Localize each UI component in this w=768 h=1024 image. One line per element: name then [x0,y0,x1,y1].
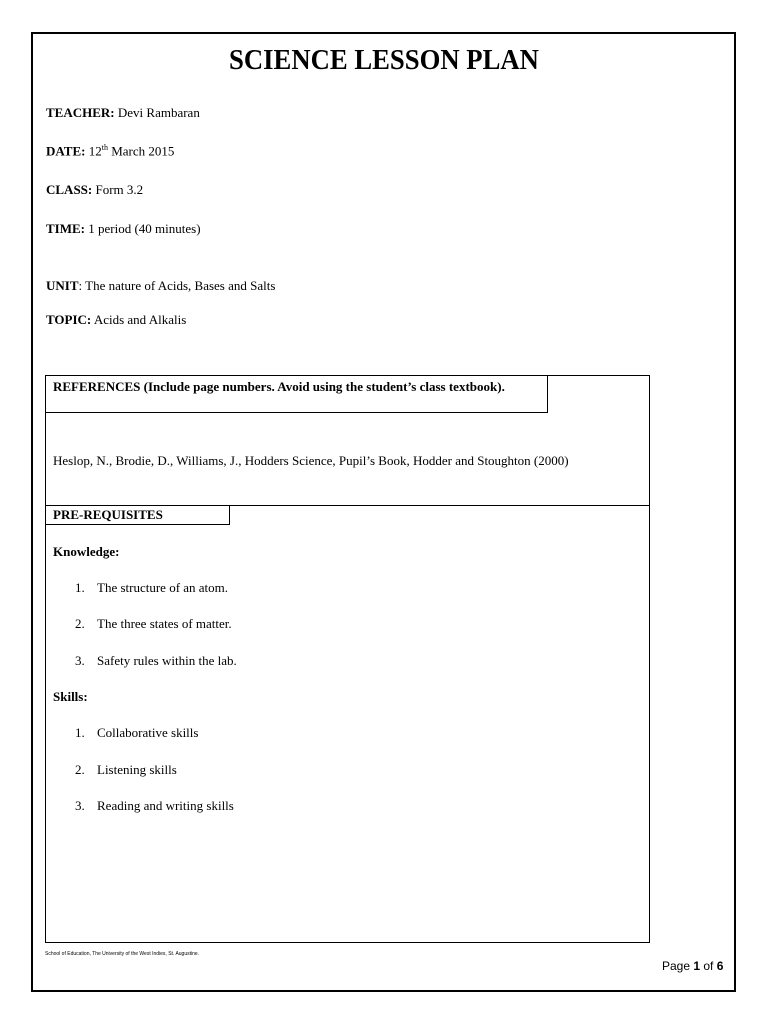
list-item-text: Safety rules within the lab. [97,653,237,668]
teacher-label: TEACHER: [46,105,115,120]
list-item [75,798,234,814]
date-day: 12 [88,143,102,159]
date-label: DATE: [46,143,86,159]
page-number [662,959,723,973]
list-item-text: Collaborative skills [97,725,199,740]
time-value: 1 period (40 minutes) [88,221,201,236]
list-item-number: 1. [75,725,85,740]
list-item [75,616,232,632]
list-item-number: 2. [75,762,85,777]
list-item-text: The structure of an atom. [97,580,229,595]
skills-heading: Skills: [53,689,88,704]
list-item [75,725,198,741]
footer-institution: School of Education, The University of the West Indies, St. Augustine. [45,951,200,957]
time-label: TIME: [46,221,85,236]
list-item-text: The three states of matter. [97,616,232,631]
list-item-number: 1. [75,580,85,595]
date-day-suffix: th [101,143,108,152]
page-title: SCIENCE LESSON PLAN [229,44,539,76]
unit-field [46,278,275,294]
list-item [75,653,237,669]
list-item-number: 3. [75,798,85,813]
topic-value: Acids and Alkalis [93,312,187,327]
prerequisites-heading: PRE-REQUISITES [53,507,163,522]
list-item-number: 3. [75,653,85,668]
list-item-text: Reading and writing skills [97,798,234,813]
page-total: 6 [716,959,724,973]
class-value: Form 3.2 [95,182,144,197]
date-field [46,143,174,159]
list-item-number: 2. [75,616,85,631]
page-current: 1 [693,959,701,973]
teacher-value: Devi Rambaran [117,105,200,120]
page-of: of [700,959,717,973]
page-prefix: Page [662,959,694,973]
class-field [46,182,143,198]
time-field [46,221,201,237]
list-item-text: Listening skills [97,762,177,777]
topic-field [46,312,186,328]
references-heading: REFERENCES (Include page numbers. Avoid using the student’s class textbook). [53,379,505,394]
class-label: CLASS: [46,182,93,197]
list-item [75,762,177,778]
date-rest: March 2015 [111,143,175,159]
topic-label: TOPIC: [46,312,92,327]
teacher-field [46,105,200,121]
unit-value: : The nature of Acids, Bases and Salts [78,278,276,293]
unit-label: UNIT [46,278,79,293]
knowledge-heading: Knowledge: [53,544,120,559]
references-text: Heslop, N., Brodie, D., Williams, J., Hodders Science, Pupil’s Book, Hodder and Stoughton (2000) [53,453,569,468]
list-item [75,580,228,596]
